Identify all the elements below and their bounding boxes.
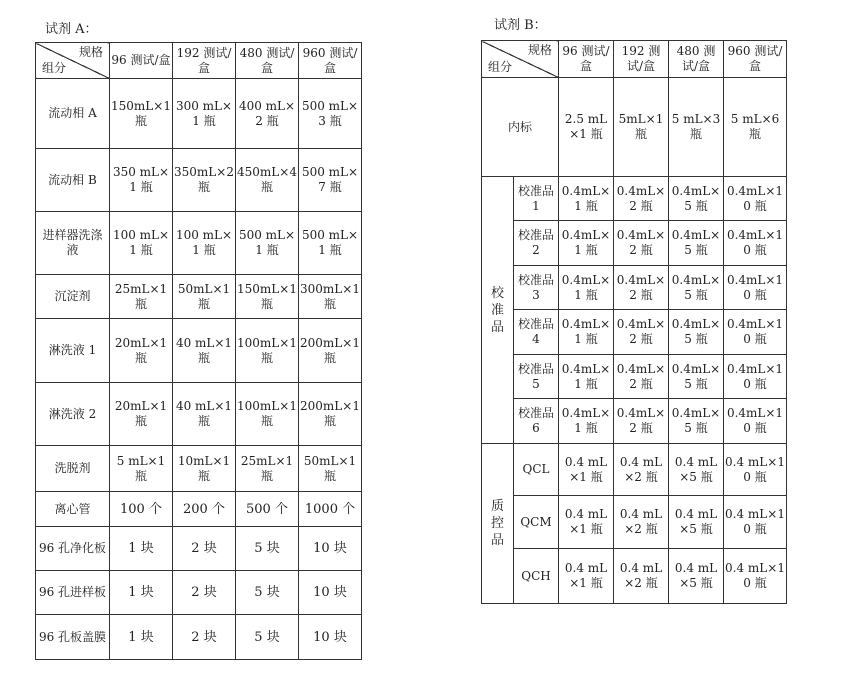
table-cell: 10 块 xyxy=(299,615,362,660)
table-cell: 1 块 xyxy=(110,527,173,571)
component-name: 校准品 3 xyxy=(514,266,559,310)
table-cell: 200 个 xyxy=(173,492,236,527)
table-cell: 500 个 xyxy=(236,492,299,527)
header-group-label: 组分 xyxy=(488,60,513,74)
table-cell: 100mL×1 瓶 xyxy=(236,319,299,383)
table-cell: 25mL×1 瓶 xyxy=(236,446,299,492)
table-cell: 0.4mL×10 瓶 xyxy=(724,221,787,266)
component-name: 96 孔板盖膜 xyxy=(36,615,110,660)
table-cell: 150mL×1 瓶 xyxy=(110,79,173,149)
table-cell: 0.4 mL×10 瓶 xyxy=(724,549,787,604)
header-diagonal-cell xyxy=(36,43,110,79)
table-cell: 500 mL×3 瓶 xyxy=(299,79,362,149)
table-cell: 0.4mL×1 瓶 xyxy=(559,266,614,310)
calibrators-group-text: 校准品 xyxy=(491,285,505,335)
table-row xyxy=(36,79,362,149)
component-name: QCH xyxy=(514,549,559,604)
reagent-b-caption: 试剂 B： xyxy=(494,18,547,33)
table-cell: 1000 个 xyxy=(299,492,362,527)
table-cell: 5 块 xyxy=(236,571,299,615)
table-cell: 500 mL×1 瓶 xyxy=(236,212,299,275)
table-row xyxy=(36,527,362,571)
component-name: 校准品 1 xyxy=(514,177,559,221)
table-cell: 0.4mL×1 瓶 xyxy=(559,221,614,266)
table-cell: 0.4mL×5 瓶 xyxy=(669,399,724,444)
table-cell: 5mL×1 瓶 xyxy=(614,78,669,177)
table-cell: 20mL×1 瓶 xyxy=(110,383,173,446)
table-row xyxy=(482,310,787,355)
table-cell: 0.4mL×1 瓶 xyxy=(559,310,614,355)
table-row xyxy=(482,444,787,496)
table-cell: 0.4 mL×10 瓶 xyxy=(724,444,787,496)
table-cell: 50mL×1 瓶 xyxy=(299,446,362,492)
table-cell: 100 个 xyxy=(110,492,173,527)
table-cell: 5 mL×3 瓶 xyxy=(669,78,724,177)
header-diagonal-cell xyxy=(482,41,559,78)
table-header-row xyxy=(36,43,362,79)
table-row xyxy=(482,399,787,444)
table-cell: 200mL×1 瓶 xyxy=(299,383,362,446)
table-cell: 0.4mL×1 瓶 xyxy=(559,355,614,399)
table-cell: 350mL×2 瓶 xyxy=(173,149,236,212)
table-cell: 0.4mL×10 瓶 xyxy=(724,310,787,355)
component-name: 流动相 A xyxy=(36,79,110,149)
table-cell: 0.4 mL×5 瓶 xyxy=(669,444,724,496)
calibrators-group-label xyxy=(482,177,514,444)
column-header: 960 测试/盒 xyxy=(724,41,787,78)
table-cell: 100 mL×1 瓶 xyxy=(110,212,173,275)
column-header: 96 测试/盒 xyxy=(110,43,173,79)
component-name: 校准品 6 xyxy=(514,399,559,444)
table-row xyxy=(36,492,362,527)
table-cell: 0.4mL×10 瓶 xyxy=(724,177,787,221)
table-row xyxy=(482,221,787,266)
table-cell: 0.4mL×10 瓶 xyxy=(724,355,787,399)
table-cell: 0.4mL×5 瓶 xyxy=(669,355,724,399)
table-cell: 0.4 mL×2 瓶 xyxy=(614,444,669,496)
table-row xyxy=(482,355,787,399)
table-cell: 0.4mL×2 瓶 xyxy=(614,177,669,221)
table-cell: 0.4mL×1 瓶 xyxy=(559,177,614,221)
table-cell: 0.4 mL×5 瓶 xyxy=(669,549,724,604)
table-cell: 400 mL×2 瓶 xyxy=(236,79,299,149)
reagent-b-table xyxy=(481,40,787,604)
component-name: 96 孔净化板 xyxy=(36,527,110,571)
table-cell: 0.4 mL×1 瓶 xyxy=(559,444,614,496)
table-cell: 150mL×1 瓶 xyxy=(236,275,299,319)
table-cell: 5 块 xyxy=(236,615,299,660)
table-row xyxy=(482,266,787,310)
table-row xyxy=(36,615,362,660)
table-cell: 5 块 xyxy=(236,527,299,571)
header-group-label: 组分 xyxy=(42,61,67,75)
table-cell: 20mL×1 瓶 xyxy=(110,319,173,383)
table-cell: 0.4mL×10 瓶 xyxy=(724,399,787,444)
table-row xyxy=(36,319,362,383)
column-header: 960 测试/盒 xyxy=(299,43,362,79)
component-name: 洗脱剂 xyxy=(36,446,110,492)
column-header: 192 测试/盒 xyxy=(173,43,236,79)
table-cell: 500 mL×1 瓶 xyxy=(299,212,362,275)
header-spec-label: 规格 xyxy=(78,45,103,59)
table-header-row xyxy=(482,41,787,78)
column-header: 96 测试/盒 xyxy=(559,41,614,78)
table-cell: 10 块 xyxy=(299,527,362,571)
table-cell: 0.4 mL×2 瓶 xyxy=(614,496,669,549)
table-cell: 0.4 mL×1 瓶 xyxy=(559,496,614,549)
table-cell: 0.4mL×2 瓶 xyxy=(614,355,669,399)
reagent-a-caption: 试剂 A： xyxy=(45,22,98,37)
table-row xyxy=(482,549,787,604)
table-cell: 0.4mL×2 瓶 xyxy=(614,310,669,355)
component-name: 淋洗液 2 xyxy=(36,383,110,446)
component-name: 校准品 4 xyxy=(514,310,559,355)
column-header: 480 测试/盒 xyxy=(236,43,299,79)
table-cell: 300 mL×1 瓶 xyxy=(173,79,236,149)
table-cell: 0.4mL×2 瓶 xyxy=(614,221,669,266)
qc-group-text: 质控品 xyxy=(491,499,505,548)
table-cell: 0.4mL×2 瓶 xyxy=(614,399,669,444)
header-spec-label: 规格 xyxy=(527,43,552,57)
table-cell: 0.4 mL×10 瓶 xyxy=(724,496,787,549)
qc-group-label xyxy=(482,444,514,604)
component-name: 校准品 2 xyxy=(514,221,559,266)
table-cell: 0.4 mL×2 瓶 xyxy=(614,549,669,604)
table-cell: 0.4mL×1 瓶 xyxy=(559,399,614,444)
table-cell: 1 块 xyxy=(110,615,173,660)
table-cell: 1 块 xyxy=(110,571,173,615)
component-name: 流动相 B xyxy=(36,149,110,212)
component-name: 内标 xyxy=(482,78,559,177)
table-row xyxy=(36,149,362,212)
table-cell: 2 块 xyxy=(173,571,236,615)
table-row xyxy=(482,496,787,549)
table-row xyxy=(36,212,362,275)
table-cell: 5 mL×1 瓶 xyxy=(110,446,173,492)
table-cell: 200mL×1 瓶 xyxy=(299,319,362,383)
table-cell: 5 mL×6 瓶 xyxy=(724,78,787,177)
table-cell: 10 块 xyxy=(299,571,362,615)
table-cell: 2.5 mL×1 瓶 xyxy=(559,78,614,177)
component-name: 淋洗液 1 xyxy=(36,319,110,383)
table-cell: 100 mL×1 瓶 xyxy=(173,212,236,275)
column-header: 480 测试/盒 xyxy=(669,41,724,78)
table-cell: 350 mL×1 瓶 xyxy=(110,149,173,212)
table-cell: 0.4mL×10 瓶 xyxy=(724,266,787,310)
table-cell: 40 mL×1 瓶 xyxy=(173,383,236,446)
table-cell: 0.4mL×5 瓶 xyxy=(669,221,724,266)
table-row xyxy=(36,383,362,446)
component-name: 96 孔进样板 xyxy=(36,571,110,615)
component-name: 进样器洗涤液 xyxy=(36,212,110,275)
table-cell: 0.4 mL×1 瓶 xyxy=(559,549,614,604)
table-cell: 2 块 xyxy=(173,615,236,660)
table-cell: 0.4mL×5 瓶 xyxy=(669,266,724,310)
table-cell: 450mL×4 瓶 xyxy=(236,149,299,212)
component-name: QCM xyxy=(514,496,559,549)
column-header: 192 测试/盒 xyxy=(614,41,669,78)
component-name: 校准品 5 xyxy=(514,355,559,399)
table-cell: 300mL×1 瓶 xyxy=(299,275,362,319)
table-cell: 0.4mL×5 瓶 xyxy=(669,310,724,355)
table-row xyxy=(482,177,787,221)
component-name: 离心管 xyxy=(36,492,110,527)
table-cell: 0.4 mL×5 瓶 xyxy=(669,496,724,549)
table-cell: 500 mL×7 瓶 xyxy=(299,149,362,212)
table-cell: 40 mL×1 瓶 xyxy=(173,319,236,383)
table-cell: 50mL×1 瓶 xyxy=(173,275,236,319)
table-cell: 10mL×1 瓶 xyxy=(173,446,236,492)
component-name: QCL xyxy=(514,444,559,496)
table-cell: 2 块 xyxy=(173,527,236,571)
table-cell: 25mL×1 瓶 xyxy=(110,275,173,319)
table-row xyxy=(36,275,362,319)
table-cell: 100mL×1 瓶 xyxy=(236,383,299,446)
table-row xyxy=(36,571,362,615)
table-cell: 0.4mL×2 瓶 xyxy=(614,266,669,310)
component-name: 沉淀剂 xyxy=(36,275,110,319)
reagent-a-table xyxy=(35,42,362,660)
table-row xyxy=(36,446,362,492)
table-cell: 0.4mL×5 瓶 xyxy=(669,177,724,221)
table-row xyxy=(482,78,787,177)
